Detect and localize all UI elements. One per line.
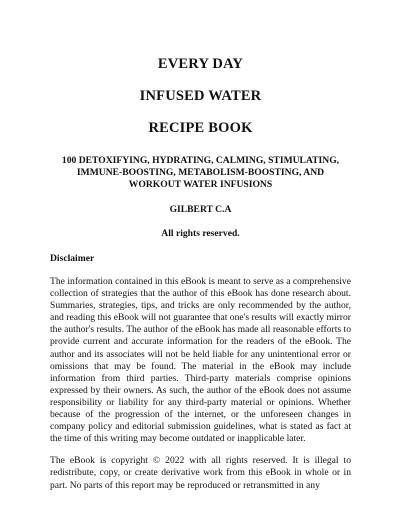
- disclaimer-heading: Disclaimer: [50, 253, 95, 264]
- book-title-line-2: INFUSED WATER: [139, 88, 262, 104]
- book-title-line-1: EVERY DAY: [157, 56, 244, 72]
- disclaimer-paragraph: The information contained in this eBook is meant to serve as a comprehensive collection of strategies that the author of this eBook has done research about. Summaries, strategies, tips, and tricks are only recommended by the author, and reading this eBook will not guarantee that one's results will exactly mirror the author's results. The author of the eBook has made all reasonable efforts to provide current and accurate information for the readers of the eBook. The author and its associates will not be held liable for any unintentional error or omissions that may be found. The material in the eBook may include information from third parties. Third-party materials comprise opinions expressed by their owners. As such, the author of the eBook does not assume responsibility or liability for any third-party material or opinions. Whether because of the progression of the internet, or the unforeseen changes in company policy and editorial submission guidelines, what is stated as fact at the time of this writing may become outdated or inapplicable later.: [50, 276, 351, 445]
- copyright-paragraph: The eBook is copyright © 2022 with all rights reserved. It is illegal to redistribute, copy, or create derivative work from this eBook in whole or in part. No parts of this report may be reproduced or retransmitted in any: [50, 455, 351, 491]
- book-title-line-3: RECIPE BOOK: [148, 120, 253, 136]
- book-subtitle: 100 DETOXIFYING, HYDRATING, CALMING, STIMULATING, IMMUNE-BOOSTING, METABOLISM-BOOSTING, AND WORKOUT WATER INFUSIONS: [61, 155, 340, 190]
- rights-statement: All rights reserved.: [161, 228, 240, 239]
- author-name: GILBERT C.A: [169, 204, 232, 215]
